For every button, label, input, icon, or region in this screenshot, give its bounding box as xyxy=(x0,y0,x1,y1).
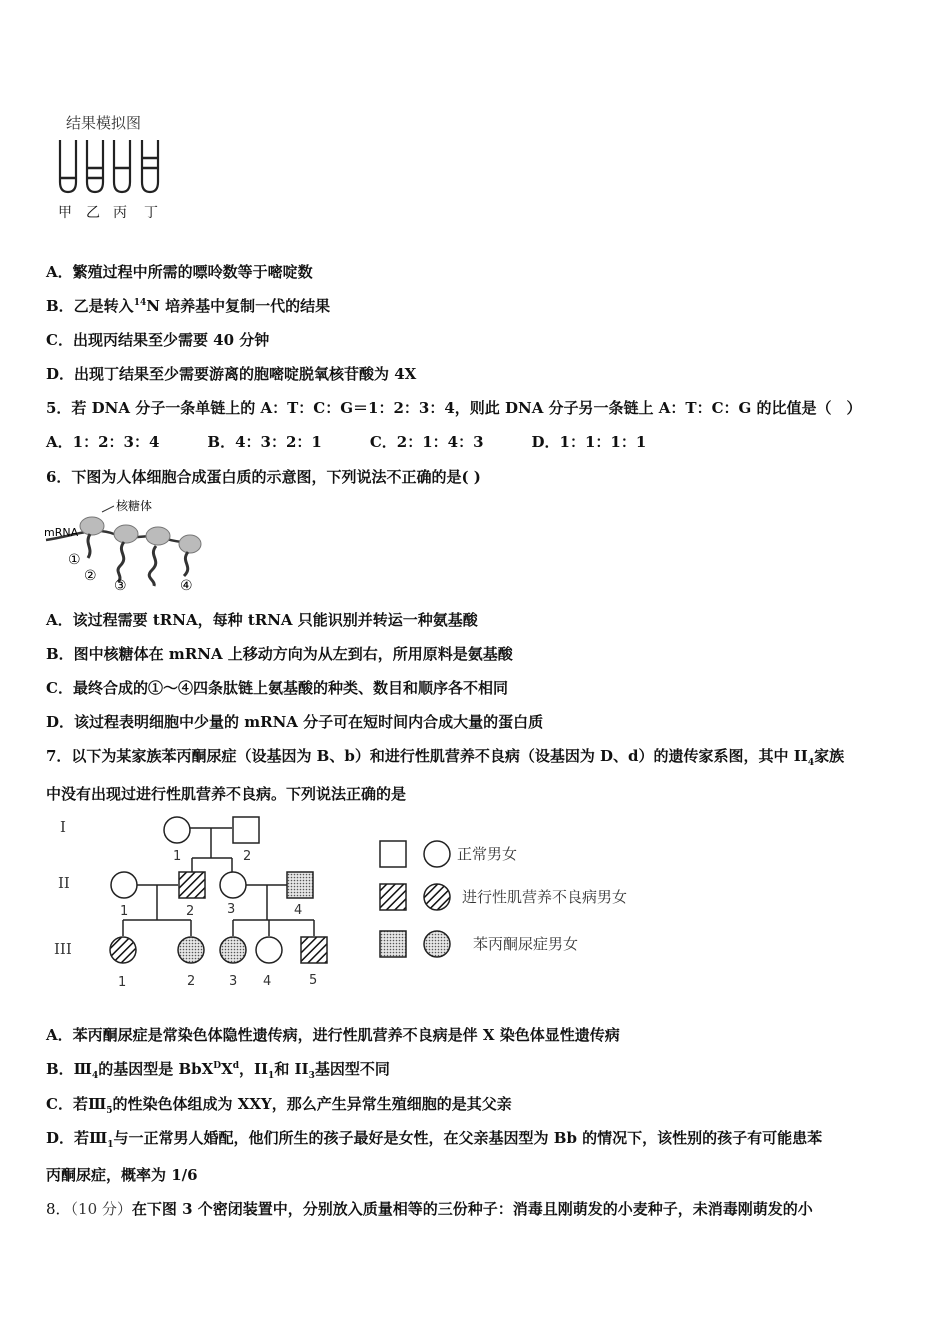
figure-title: 结果模拟图 xyxy=(66,114,142,132)
III-num-3: 3 xyxy=(229,974,238,989)
q7-stem-line2: 中没有出现过进行性肌营养不良病。下列说法正确的是 xyxy=(46,785,407,803)
II-num-4: 4 xyxy=(294,903,303,918)
III5-male-dystrophy xyxy=(301,937,327,963)
marker-3: ③ xyxy=(114,578,127,594)
q4-option-d: D．出现丁结果至少需要游离的胞嘧啶脱氧核苷酸为 4X xyxy=(46,365,417,383)
q4-option-b: B．乙是转入$^{14}$N 培养基中复制一代的结果 xyxy=(46,297,331,315)
tube-label-yi: 乙 xyxy=(86,205,100,221)
pedigree-chart xyxy=(44,810,904,1000)
q4-option-c: C．出现丙结果至少需要 40 分钟 xyxy=(46,331,270,349)
legend-pku-male xyxy=(380,931,406,957)
tube-label-ding: 丁 xyxy=(144,205,158,221)
test-tube-figure xyxy=(56,108,176,228)
q7-option-d: D．若$Ⅲ_1$与一正常男人婚配，他们所生的孩子最好是女性，在父亲基因型为 Bb 的情况下，该性别的孩子有可能患苯 xyxy=(46,1129,823,1150)
II3-female xyxy=(220,872,246,898)
translation-graphic xyxy=(44,496,204,596)
II4-male-pku xyxy=(287,872,313,898)
q7-stem-line1: 7．以下为某家族苯丙酮尿症（设基因为 B、b）和进行性肌营养不良病（设基因为 D、d）的遗传家系图，其中 $II_4$家族 xyxy=(46,747,845,768)
legend-normal-female xyxy=(424,841,450,867)
q5-option-d: D．1：1：1：1 xyxy=(531,433,647,451)
II2-male-dystrophy xyxy=(179,872,205,898)
III2-female-pku xyxy=(178,937,204,963)
q6-stem: 6．下图为人体细胞合成蛋白质的示意图，下列说法不正确的是( ) xyxy=(46,468,481,486)
marker-1: ① xyxy=(68,552,81,568)
ribosome-figure xyxy=(44,496,204,596)
legend-pku-label: 苯丙酮尿症男女 xyxy=(473,935,579,953)
legend-normal-male xyxy=(380,841,406,867)
generation-II: II xyxy=(58,874,70,892)
generation-I: I xyxy=(60,818,66,836)
q7-option-a: A．苯丙酮尿症是常染色体隐性遗传病，进行性肌营养不良病是伴 X 染色体显性遗传病 xyxy=(46,1026,620,1044)
legend-pku-female xyxy=(424,931,450,957)
III3-female-pku xyxy=(220,937,246,963)
II-num-3: 3 xyxy=(227,902,236,917)
III-num-4: 4 xyxy=(263,974,272,989)
III4-female xyxy=(256,937,282,963)
tube-label-jia: 甲 xyxy=(58,205,72,221)
legend-normal-label: 正常男女 xyxy=(457,845,518,863)
q6-option-a: A．该过程需要 tRNA，每种 tRNA 只能识别并转运一种氨基酸 xyxy=(46,611,478,629)
pedigree-graphic xyxy=(44,810,904,1000)
generation-III: III xyxy=(54,940,72,958)
I1-female xyxy=(164,817,190,843)
III-num-5: 5 xyxy=(309,973,318,988)
q7-option-d-line2: 丙酮尿症，概率为 1/6 xyxy=(46,1166,198,1184)
q6-option-b: B．图中核糖体在 mRNA 上移动方向为从左到右，所用原料是氨基酸 xyxy=(46,645,513,663)
q6-option-c: C．最终合成的①～④四条肽链上氨基酸的种类、数目和顺序各不相同 xyxy=(46,679,508,697)
III-num-1: 1 xyxy=(118,975,127,990)
ribosome-label: 核糖体 xyxy=(116,499,153,513)
III-num-2: 2 xyxy=(187,974,196,989)
marker-4: ④ xyxy=(180,578,193,594)
q4-option-a: A．繁殖过程中所需的嘌呤数等于嘧啶数 xyxy=(46,263,313,281)
q5-option-b: B．4：3：2：1 xyxy=(207,433,322,451)
legend-dystrophy-male xyxy=(380,884,406,910)
q5-stem: 5．若 DNA 分子一条单链上的 A：T：C：G＝1：2：3：4，则此 DNA 分子另一条链上 A：T：C：G 的比值是（ ） xyxy=(46,399,862,417)
legend-dystrophy-female xyxy=(424,884,450,910)
q7-option-c: C．若$Ⅲ_5$的性染色体组成为 XXY，那么产生异常生殖细胞的是其父亲 xyxy=(46,1095,512,1116)
tube-label-bing: 丙 xyxy=(113,205,127,221)
legend-dystrophy-label: 进行性肌营养不良病男女 xyxy=(462,888,628,906)
q8-stem: 8．（10 分）在下图 3 个密闭装置中，分别放入质量相等的三份种子：消毒且刚萌发的小麦种子，未消毒刚萌发的小 xyxy=(46,1200,813,1218)
q6-option-d: D．该过程表明细胞中少量的 mRNA 分子可在短时间内合成大量的蛋白质 xyxy=(46,713,544,731)
I-num-2: 2 xyxy=(243,849,252,864)
q5-option-a: A．1：2：3：4 xyxy=(46,433,160,451)
I-num-1: 1 xyxy=(173,849,182,864)
q5-option-c: C．2：1：4：3 xyxy=(369,433,484,451)
I2-male xyxy=(233,817,259,843)
q7-option-b: B．$Ⅲ_4$的基因型是 $BbX^DX^d$，$II_1$和 $II_3$基因型不同 xyxy=(46,1060,390,1081)
II-num-2: 2 xyxy=(186,904,195,919)
III1-female-dystrophy xyxy=(110,937,136,963)
II-num-1: 1 xyxy=(120,904,129,919)
marker-2: ② xyxy=(84,568,97,584)
II1-female xyxy=(111,872,137,898)
q5-options xyxy=(46,432,694,452)
mrna-label: mRNA xyxy=(44,526,79,539)
